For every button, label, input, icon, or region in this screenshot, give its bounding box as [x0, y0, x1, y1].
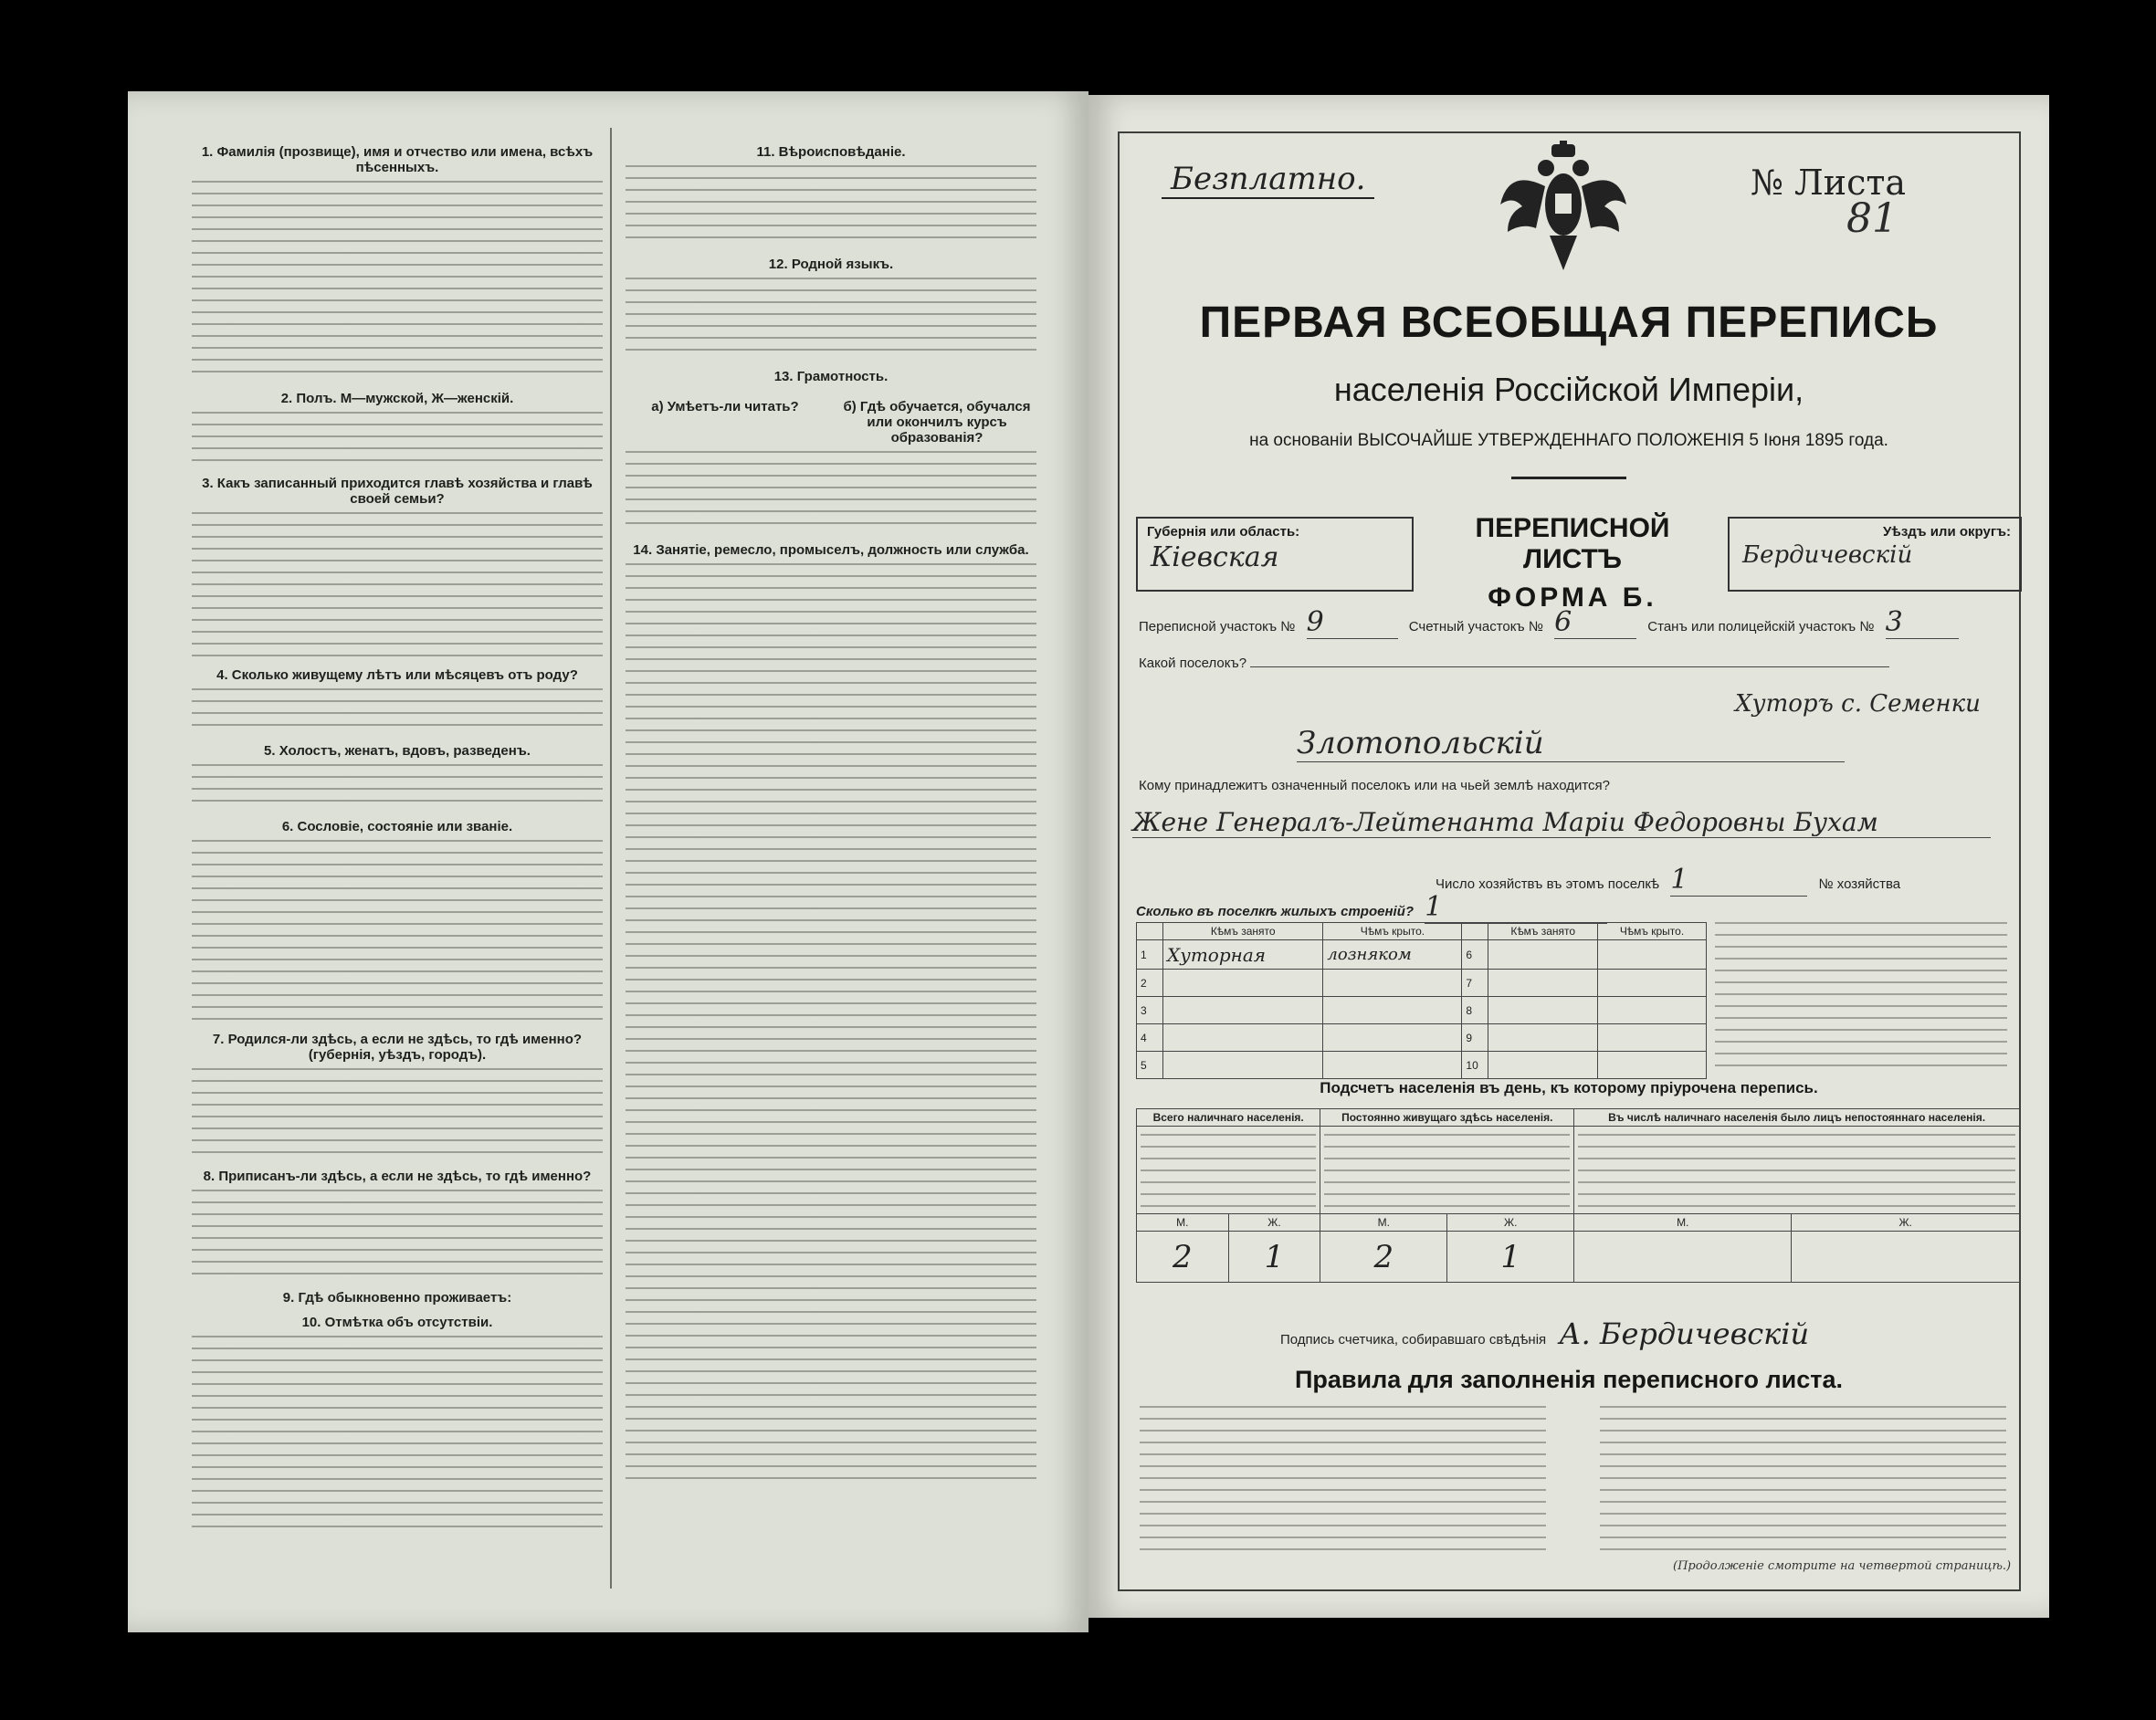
- row-number: 4: [1137, 1024, 1163, 1052]
- row-number: 7: [1462, 970, 1488, 997]
- section-heading-11: 11. Вѣроисповѣданіе.: [756, 144, 906, 160]
- present-header: Всего наличнаго населенія.: [1137, 1109, 1320, 1127]
- col-roof: Чѣмъ крыто.: [1323, 923, 1462, 940]
- row-number: 3: [1137, 997, 1163, 1024]
- section-heading-3: 3. Какъ записанный приходится главѣ хозяйства и главѣ своей семьи?: [202, 476, 593, 507]
- dwellings-value: 1: [1425, 891, 1607, 924]
- form-b-line: ФОРМА Б.: [1488, 582, 1657, 613]
- m-label: М.: [1574, 1214, 1792, 1232]
- section-heading-9: 9. Гдѣ обыкновенно проживаетъ:: [282, 1290, 512, 1306]
- settlement-hand-row: [1728, 690, 1988, 718]
- section-heading-13: 13. Грамотность.: [773, 369, 889, 384]
- text-block: [192, 764, 603, 810]
- text-block: [626, 278, 1036, 360]
- buildings-table: [1136, 922, 1707, 1079]
- col-occupied-2: Кѣмъ занято: [1488, 923, 1598, 940]
- col-roof-2: Чѣмъ крыто.: [1598, 923, 1707, 940]
- text-block: [1600, 1406, 2006, 1552]
- sheet-title-line: ПЕРЕПИСНОЙ ЛИСТЪ: [1475, 513, 1670, 574]
- owner-value-row: [1125, 807, 1998, 838]
- text-block: [192, 1336, 603, 1527]
- section-heading-12: 12. Родной языкъ.: [768, 257, 894, 272]
- permanent-header: Постоянно живущаго здѣсь населенія.: [1320, 1109, 1574, 1127]
- roof-value: лозняком: [1323, 940, 1462, 970]
- text-block: [626, 563, 1036, 1485]
- population-table: [1136, 1108, 2020, 1283]
- row-number: 1: [1137, 940, 1163, 970]
- temporary-header: Въ числѣ наличнаго населенія было лицъ непостояннаго населенія.: [1574, 1109, 2020, 1127]
- sheet-number-label: № Листа: [1751, 163, 1907, 203]
- continue-note: (Продолженіе смотрите на четвертой страницѣ.): [1673, 1559, 2012, 1573]
- occupied-value: Хуторная: [1163, 940, 1323, 970]
- precinct-row: [1139, 606, 1966, 639]
- rules-column-right: [1600, 1406, 2006, 1552]
- district-value: Бердичевскій: [1742, 541, 1913, 569]
- settlement-label: Какой поселокъ?: [1139, 655, 1247, 671]
- present-zh-value: 1: [1228, 1232, 1320, 1283]
- row-number: 8: [1462, 997, 1488, 1024]
- section-heading-8: 8. Приписанъ-ли здѣсь, а если не здѣсь, то гдѣ именно?: [203, 1169, 592, 1184]
- section-heading-10: 10. Отмѣтка объ отсутствіи.: [301, 1315, 493, 1330]
- households-value: 1: [1670, 864, 1807, 897]
- section-heading-13a: а) Умѣетъ-ли читать?: [651, 399, 799, 414]
- province-label: Губернія или область:: [1147, 524, 1300, 540]
- row-number: 6: [1462, 940, 1488, 970]
- province-box: [1136, 517, 1414, 592]
- text-block: [626, 165, 1036, 247]
- rules-title: Правила для заполненія переписного листа.: [1294, 1366, 1844, 1393]
- text-block: [192, 1068, 603, 1159]
- sheet-number-handwritten: 81: [1846, 195, 1898, 242]
- m-label: М.: [1137, 1214, 1229, 1232]
- row-number: 2: [1137, 970, 1163, 997]
- section-heading-7: 7. Родился-ли здѣсь, а если не здѣсь, то гдѣ именно? (губернія, уѣздъ, городъ).: [212, 1032, 583, 1063]
- m-label: М.: [1320, 1214, 1447, 1232]
- settlement-rule: [1250, 652, 1889, 667]
- row-number: 9: [1462, 1024, 1488, 1052]
- signature-label: Подпись счетчика, собиравшаго свѣдѣнія: [1280, 1332, 1547, 1348]
- col-occupied: Кѣмъ занято: [1163, 923, 1323, 940]
- district-box: [1728, 517, 2022, 592]
- text-block: [192, 412, 603, 467]
- section-heading-2: 2. Полъ. М—мужской, Ж—женскій.: [280, 391, 514, 406]
- text-block: [192, 512, 603, 658]
- divider: [1511, 477, 1626, 479]
- owner-label: Кому принадлежитъ означенный поселокъ или на чьей землѣ находится?: [1139, 778, 1611, 793]
- sheet-form-title: [1436, 513, 1709, 614]
- precinct-label: Переписной участокъ №: [1139, 619, 1296, 635]
- text-block: [1715, 922, 2007, 1068]
- signature-row: [1280, 1316, 1809, 1351]
- camp-value: 3: [1886, 606, 1959, 639]
- owner-value: Жене Генералъ-Лейтенанта Марiи Федоровны Бухам: [1132, 807, 1991, 838]
- zh-label: Ж.: [1792, 1214, 2020, 1232]
- section-heading-6: 6. Сословіе, состояніе или званіе.: [281, 819, 513, 834]
- count-section-label: Счетный участокъ №: [1408, 619, 1543, 635]
- text-block: [192, 688, 603, 734]
- owner-row: [1139, 778, 1610, 793]
- population-count-title: Подсчетъ населенія въ день, къ которому пріурочена перепись.: [1320, 1079, 1818, 1096]
- camp-label: Станъ или полицейскій участокъ №: [1647, 619, 1875, 635]
- count-section-value: 6: [1554, 606, 1636, 639]
- text-block: [192, 181, 603, 382]
- row-number: 5: [1137, 1052, 1163, 1079]
- section-heading-5: 5. Холостъ, женатъ, вдовъ, разведенъ.: [264, 743, 531, 759]
- instructions-column-right: [626, 135, 1036, 1485]
- settlement-row: [1139, 652, 1889, 671]
- settlement-hand-2: Хуторъ с. Семенки: [1735, 690, 1981, 718]
- text-block: [192, 840, 603, 1023]
- free-label: Безплатно.: [1162, 161, 1374, 199]
- settlement-value: Злотопольскій: [1297, 725, 1845, 762]
- dwellings-row: [1136, 891, 1614, 924]
- present-m-value: 2: [1137, 1232, 1229, 1283]
- instructions-column-left: [192, 135, 603, 1527]
- settlement-value-row: [1289, 725, 1852, 762]
- imperial-eagle-emblem-icon: [1495, 141, 1632, 278]
- census-form-page: [1089, 95, 2049, 1618]
- household-number-label: № хозяйства: [1818, 876, 1901, 892]
- section-heading-14: 14. Занятіе, ремесло, промыселъ, должность или служба.: [633, 542, 1029, 558]
- text-block: [626, 451, 1036, 533]
- permanent-zh-value: 1: [1447, 1232, 1574, 1283]
- rules-column-left: [1140, 1406, 1546, 1552]
- column-divider: [610, 128, 612, 1589]
- text-block: [192, 1190, 603, 1281]
- section-heading-13b: б) Гдѣ обучается, обучался или окончилъ курсъ образованія?: [843, 399, 1031, 446]
- form-basis: на основаніи ВЫСОЧАЙШЕ УТВЕРЖДЕННАГО ПОЛОЖЕНІЯ 5 Іюня 1895 года.: [1249, 431, 1888, 450]
- zh-label: Ж.: [1228, 1214, 1320, 1232]
- text-block: [1140, 1406, 1546, 1552]
- households-label: Число хозяйствъ въ этомъ поселкѣ: [1436, 876, 1660, 892]
- form-title: ПЕРВАЯ ВСЕОБЩАЯ ПЕРЕПИСЬ: [1199, 299, 1939, 347]
- section-heading-4: 4. Сколько живущему лѣтъ или мѣсяцевъ отъ роду?: [216, 667, 578, 683]
- left-page-instructions: [128, 91, 1089, 1632]
- note-text: [1715, 922, 2007, 1068]
- signature-value: А. Бердичевскій: [1559, 1316, 1810, 1351]
- province-value: Кіевская: [1151, 541, 1279, 573]
- zh-label: Ж.: [1447, 1214, 1574, 1232]
- row-number: 10: [1462, 1052, 1488, 1079]
- form-subtitle: населенія Россійской Имперіи,: [1333, 371, 1804, 408]
- dwellings-label: Сколько въ поселкѣ жилыхъ строеній?: [1136, 904, 1415, 919]
- permanent-m-value: 2: [1320, 1232, 1447, 1283]
- precinct-value: 9: [1307, 606, 1398, 639]
- section-heading-1: 1. Фамилія (прозвище), имя и отчество или имена, всѣхъ пѣсенныхъ.: [201, 144, 594, 175]
- district-label: Уѣздъ или округъ:: [1882, 524, 2011, 540]
